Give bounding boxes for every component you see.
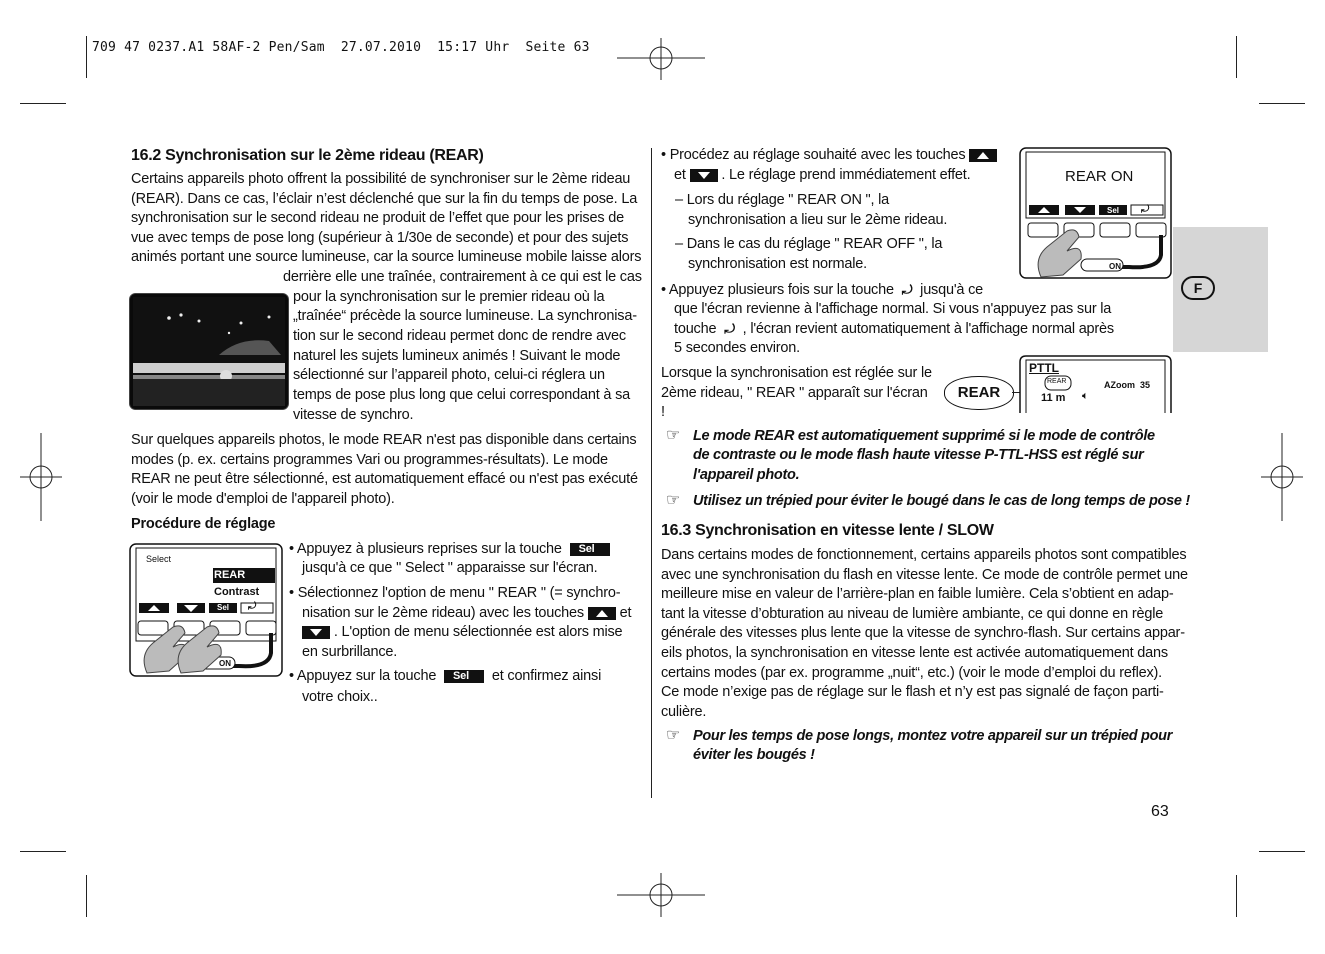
paragraph-line: vitesse de synchro. [293,407,414,423]
paragraph-line: générale des vitesses plus lente que la vitesse de synchro-flash. Sur certains appar- [661,625,1185,641]
bullet-line: nisation sur le 2ème rideau) avec les touches et [302,605,632,621]
display-rear-item: REAR [214,569,246,581]
paragraph-line: meilleure mise en valeur de l’arrière-plan en faible lumière. Cela s’obtient en adap- [661,586,1174,602]
note-line: Utilisez un trépied pour éviter le bougé dans le cas de long temps de pose ! [693,493,1190,509]
note-line: Le mode REAR est automatiquement supprimé si le mode de contrôle [693,428,1155,444]
page-number: 63 [1151,803,1169,820]
bullet-line: • Sélectionnez l'option de menu " REAR " (= synchro- [289,585,621,601]
down-key-icon [302,626,330,639]
rear-indicator: REAR [1047,378,1067,385]
section-heading-16-3: 16.3 Synchronisation en vitesse lente / SLOW [661,522,994,539]
bullet-line: que l'écran revienne à l'affichage normal. Si vous n'appuyez pas sur la [674,301,1112,317]
paragraph-line: 2ème rideau, " REAR " apparaît sur l'écran [661,385,928,401]
bullet-line: 5 secondes environ. [674,340,800,356]
bullet-adjust: • Procédez au réglage souhaité avec les touches [661,146,997,166]
paragraph-line: Sur quelques appareils photos, le mode REAR n'est pas disponible dans certains [131,432,637,448]
azoom-indicator: AZoom 35 [1104,380,1151,390]
bullet-line: en surbrillance. [302,644,398,660]
paragraph-line: derrière elle une traînée, contrairement à ce qui est le cas [283,269,642,285]
speaker-icon: 🔈︎ [1082,390,1089,402]
paragraph-line: temps de pose plus long que celui correspondant à sa [293,387,631,403]
paragraph-line: animés portant une source lumineuse, car la source lumineuse mobile laisse alors [131,249,642,265]
pttl-indicator: PTTL [1029,361,1059,375]
print-header: 709 47 0237.A1 58AF-2 Pen/Sam 27.07.2010 15:17 Uhr Seite 63 [92,40,590,55]
display-on-switch: ON [1109,262,1121,271]
pointing-hand-icon: ☞ [666,427,681,444]
bullet-press-return: • Appuyez plusieurs fois sur la touche ⤾ jusqu'à ce [661,282,984,298]
bullet-confirm: • Appuyez sur la touche Sel et confirmez ainsi [289,668,602,684]
display-sel-key: Sel [1107,206,1120,215]
paragraph-line: culière. [661,704,707,720]
display-return-icon: ⤾ [248,601,257,612]
display-on-switch: ON [219,659,231,668]
paragraph-line: modes (p. ex. certains programmes Vari ou programmes-résultats). Le mode [131,452,608,468]
paragraph-line: (voir le mode d'emploi de l'appareil photo). [131,491,395,507]
dash-line: – Lors du réglage " REAR ON ", la [675,192,890,208]
note-line: de contraste ou le mode flash haute vitesse P-TTL-HSS est réglé sur [693,447,1144,463]
paragraph-line: tant la vitesse d’obturation au niveau de lumière ambiante, ce qui donne en règle [661,606,1164,622]
paragraph-line: naturel les sujets lumineux animés ! Suivant le mode [293,348,621,364]
note-line: Pour les temps de pose longs, montez votre appareil sur un trépied pour [693,728,1173,744]
dash-line: synchronisation est normale. [688,256,867,272]
display-contrast-item: Contrast [214,586,260,598]
paragraph-line: „traînée“ précède la source lumineuse. La synchronisa- [293,308,637,324]
paragraph-line: avec une synchronisation du flash en vitesse lente. Ce mode de contrôle permet une [661,567,1188,583]
return-key-icon: ⤾ [901,282,913,297]
bullet-line: et . Le réglage prend immédiatement effet. [674,167,971,183]
bullet-line: votre choix.. [302,689,378,705]
section-heading-16-2: 16.2 Synchronisation sur le 2ème rideau (REAR) [131,147,484,164]
display-rear-on-text: REAR ON [1065,168,1134,185]
note-line: éviter les bougés ! [693,747,815,763]
paragraph-line: Certains appareils photo offrent la possibilité de synchroniser sur le 2ème rideau [131,171,631,187]
paragraph-line: Dans certains modes de fonctionnement, certains appareils photos sont compatibles [661,547,1187,563]
paragraph-line: eils photos, la synchronisation en vitesse lente est activée automatiquement dans [661,645,1168,661]
pointing-hand-icon: ☞ [666,727,681,744]
paragraph-line: vue avec temps de pose long (supérieur à 1/30e de seconde) et pour des sujets [131,230,629,246]
paragraph-line: Ce mode n’exige pas de réglage sur le flash et n’y est pas signalé de façon parti- [661,684,1164,700]
paragraph-line: (REAR). Dans ce cas, l’éclair n’est déclenché que sur la fin du temps de pose. La [131,191,638,207]
distance-indicator: 11 m [1041,392,1066,404]
language-tab-label: F [1181,276,1215,300]
pointing-hand-icon: ☞ [666,492,681,509]
procedure-heading: Procédure de réglage [131,516,276,532]
paragraph-line: REAR ne peut être sélectionné, est automatiquement effacé ou n'est pas exécuté [131,471,638,487]
bullet-press-sel: • Appuyez à plusieurs reprises sur la touche Sel [289,540,610,560]
down-key-icon [690,169,718,182]
rear-badge: REAR [944,376,1014,410]
bullet-line: jusqu'à ce que " Select " apparaisse sur l'écran. [302,560,598,576]
note-line: l'appareil photo. [693,467,800,483]
sel-key-icon: Sel [570,543,610,556]
dash-line: – Dans le cas du réglage " REAR OFF ", la [675,236,943,252]
up-key-icon [969,149,997,162]
display-return-icon: ⤾ [1141,204,1150,215]
paragraph-line: tion sur le second rideau permet donc de rendre avec [293,328,626,344]
paragraph-line: certains modes (par ex. programme „nuit“, etc.) (voir le mode d’emploi du reflex). [661,665,1162,681]
column-divider [651,148,652,798]
sel-key-icon: Sel [444,670,484,683]
display-select-label: Select [146,554,172,564]
bullet-line: touche ⤾ , l'écran revient automatiquement à l'affichage normal après [674,321,1114,337]
paragraph-line: ! [661,404,665,420]
paragraph-line: sélectionné sur l’appareil photo, celui-ci réglera un [293,367,605,383]
display-sel-key: Sel [217,603,230,612]
return-key-icon: ⤾ [724,321,735,336]
dash-line: synchronisation a lieu sur le 2ème rideau. [688,212,948,228]
paragraph-line: pour la synchronisation sur le premier rideau où la [293,289,605,305]
bullet-line: . L'option de menu sélectionnée est alors mise [302,623,622,643]
paragraph-line: Lorsque la synchronisation est réglée sur le [661,365,932,381]
paragraph-line: synchronisation sur le second rideau ne produit de l’effet que pour les prises de [131,210,624,226]
night-street-photo [129,293,289,410]
up-key-icon [588,607,616,620]
